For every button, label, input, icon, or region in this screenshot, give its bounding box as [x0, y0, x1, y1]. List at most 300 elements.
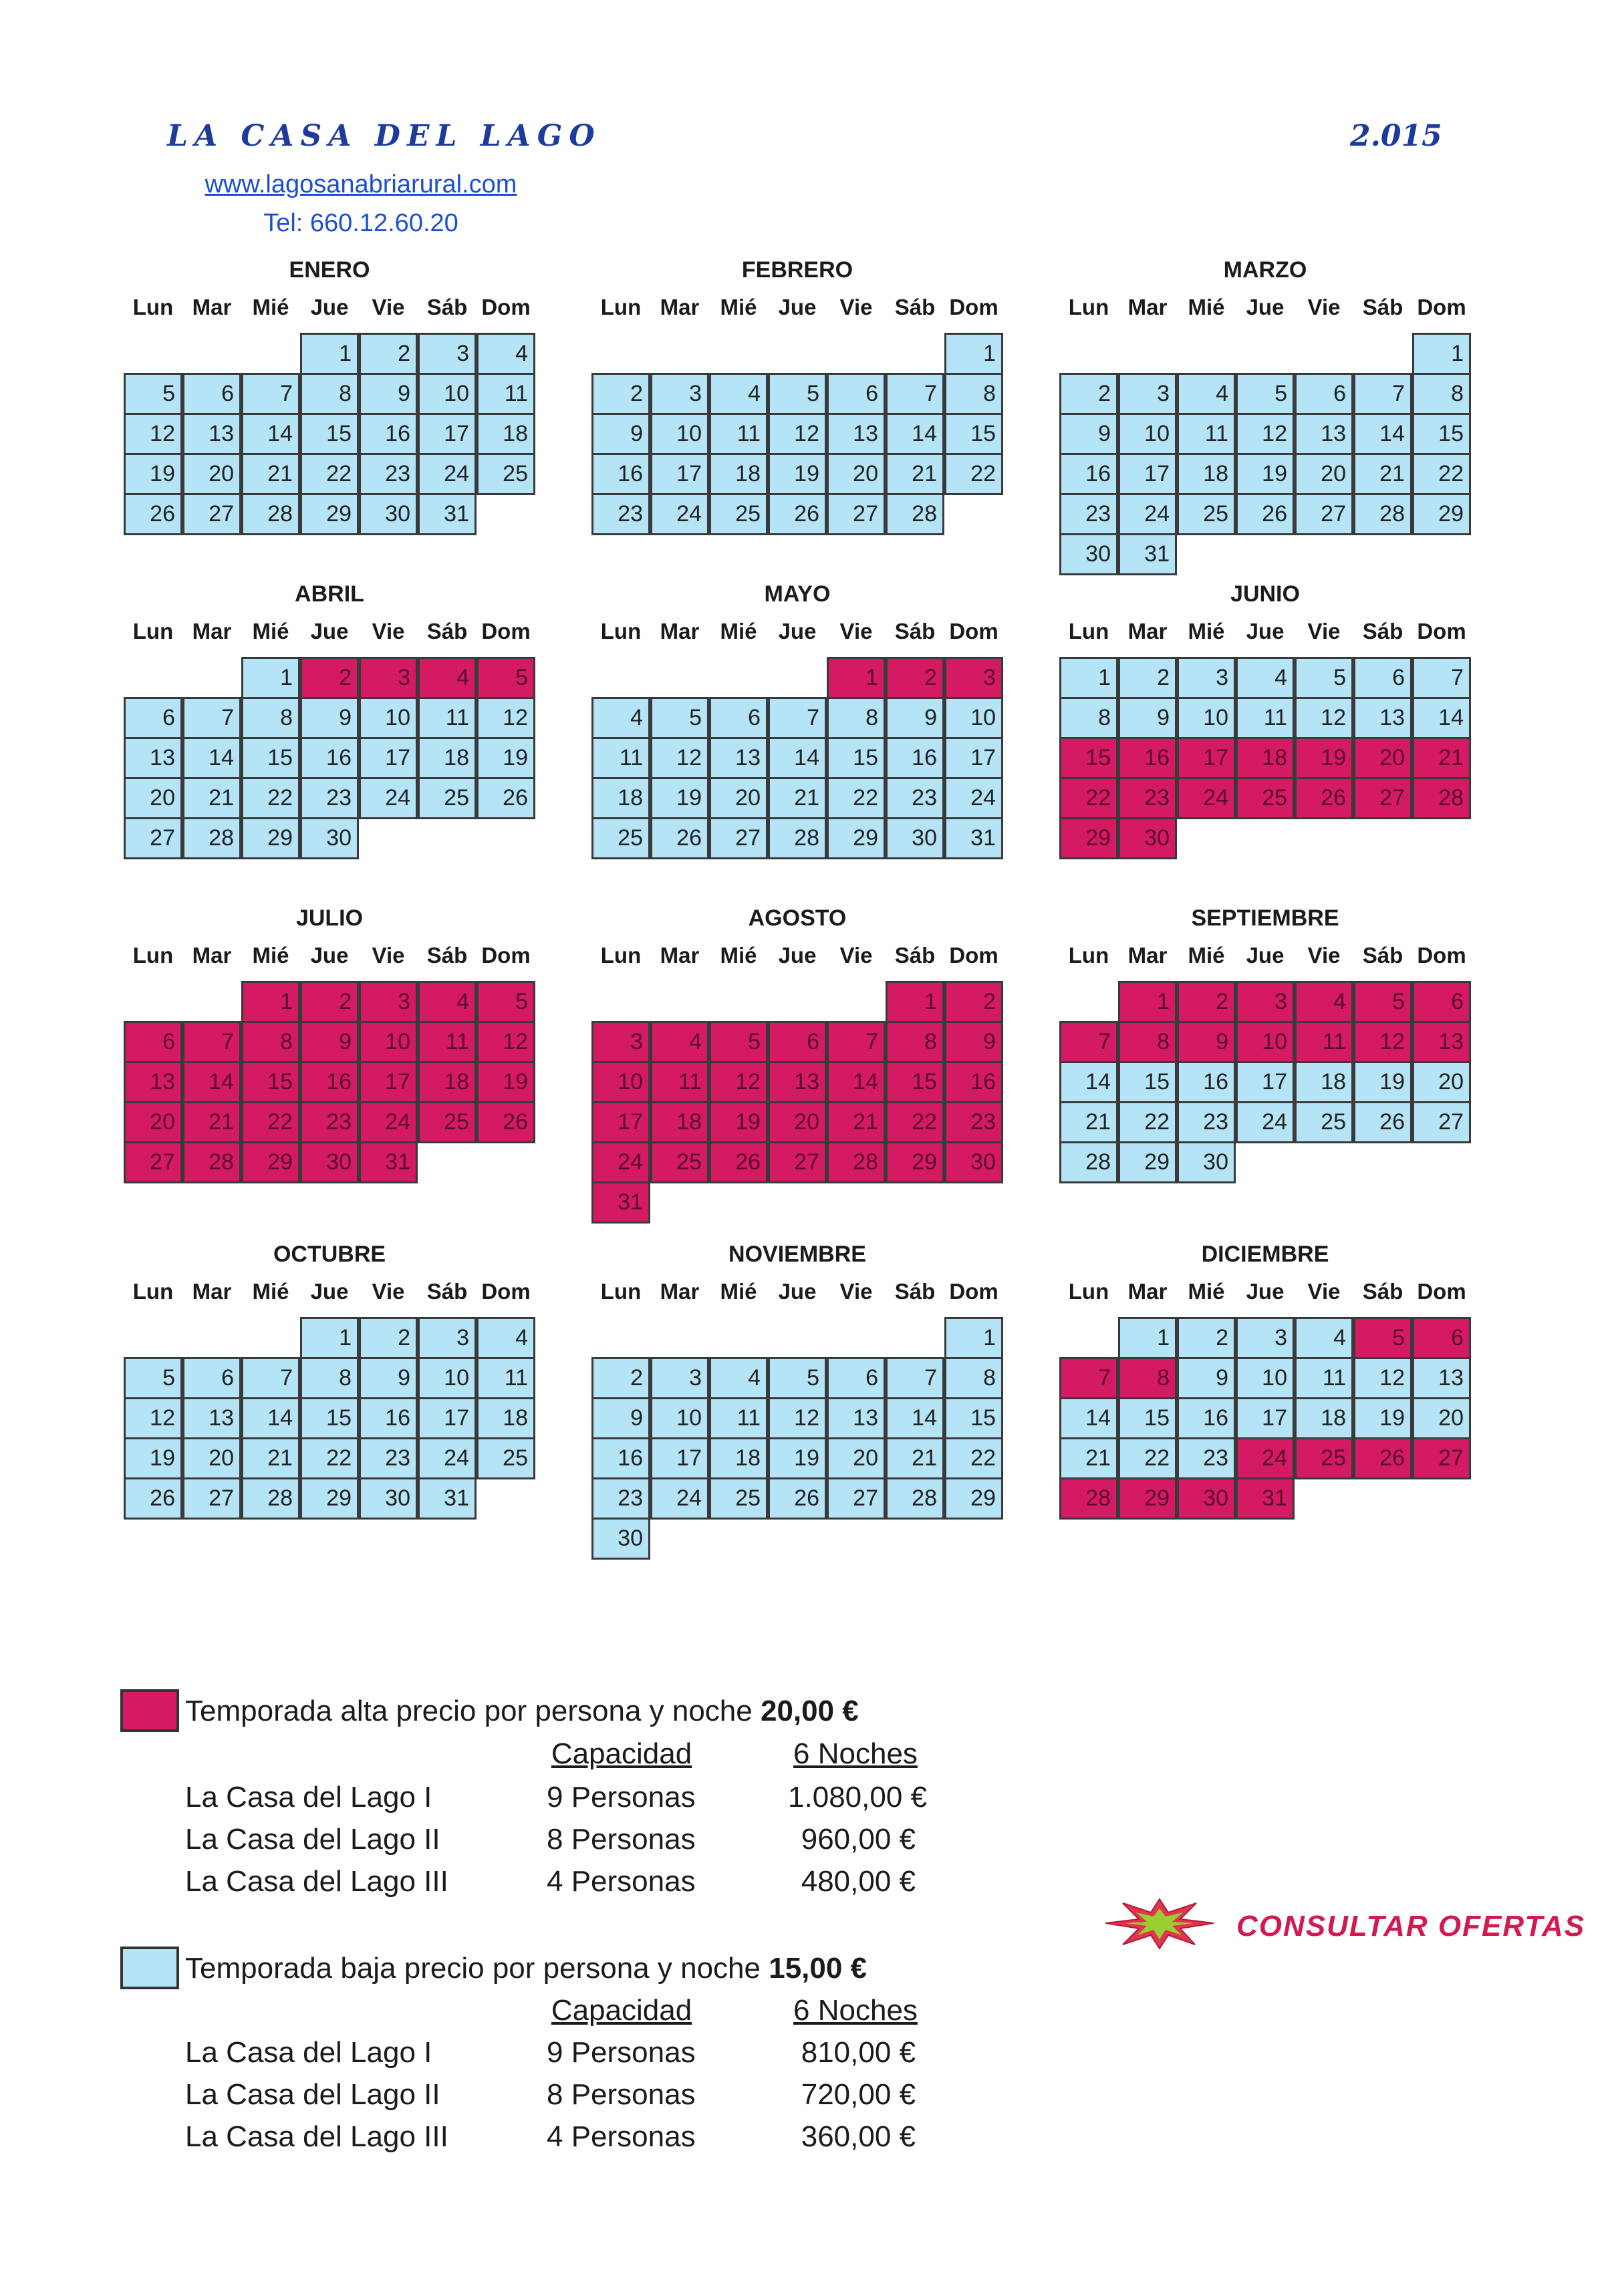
low-season-price: 15,00 € [769, 1952, 867, 1985]
day-cell-low-season: 21 [886, 453, 944, 495]
day-cell-high-season: 3 [359, 981, 418, 1023]
day-cell-low-season: 29 [1412, 493, 1471, 535]
day-cell-low-season: 28 [768, 817, 827, 859]
month-name: ABRIL [295, 581, 364, 607]
day-cell-low-season: 29 [300, 493, 359, 535]
day-cell-low-season: 12 [768, 413, 827, 455]
weekday-header: Lun [132, 943, 174, 968]
day-cell-low-season: 4 [591, 697, 650, 739]
day-cell-low-season: 26 [124, 1477, 182, 1520]
day-cell-low-season: 7 [886, 1357, 944, 1399]
weekday-header: Dom [1417, 619, 1466, 643]
day-cell-low-season: 9 [591, 413, 650, 455]
day-cell-low-season: 23 [1177, 1437, 1236, 1479]
day-cell-high-season: 6 [124, 1021, 182, 1063]
day-cell-low-season: 23 [591, 1477, 650, 1520]
day-cell-low-season: 20 [1412, 1397, 1471, 1439]
day-cell-low-season: 14 [241, 413, 300, 455]
day-cell-high-season: 5 [477, 657, 535, 699]
day-cell-high-season: 4 [418, 657, 477, 699]
day-cell-high-season: 7 [182, 1021, 241, 1063]
day-cell-low-season: 12 [1353, 1357, 1412, 1399]
day-cell-low-season: 15 [300, 413, 359, 455]
day-cell-low-season: 11 [418, 697, 477, 739]
day-cell-low-season: 8 [300, 1357, 359, 1399]
weekday-header: Vie [1307, 619, 1341, 643]
day-cell-low-season: 6 [182, 1357, 241, 1399]
day-cell-low-season: 28 [886, 493, 944, 535]
weekday-header: Sáb [1362, 295, 1403, 319]
day-cell-high-season: 25 [1295, 1437, 1353, 1479]
day-cell-low-season: 16 [591, 1437, 650, 1479]
day-cell-high-season: 30 [300, 1141, 359, 1183]
day-cell-high-season: 30 [1118, 817, 1177, 859]
day-cell-low-season: 3 [418, 333, 477, 375]
day-cell-low-season: 12 [768, 1397, 827, 1439]
day-cell-low-season: 10 [1118, 413, 1177, 455]
day-cell-low-season: 9 [886, 697, 944, 739]
high-season-heading [185, 1695, 859, 1728]
phone-number: Tel: 660.12.60.20 [263, 209, 458, 237]
day-cell-low-season: 22 [827, 777, 886, 819]
day-cell-low-season: 24 [359, 777, 418, 819]
starburst-icon [1103, 1896, 1216, 1950]
day-cell-low-season: 13 [182, 413, 241, 455]
day-cell-low-season: 16 [1059, 453, 1118, 495]
day-cell-low-season: 12 [650, 737, 709, 779]
day-cell-low-season: 4 [709, 1357, 768, 1399]
day-cell-high-season: 11 [650, 1061, 709, 1103]
day-cell-low-season: 29 [1118, 1141, 1177, 1183]
day-cell-high-season: 29 [1118, 1477, 1177, 1520]
month-name: FEBRERO [741, 257, 853, 283]
day-cell-low-season: 22 [944, 1437, 1003, 1479]
day-cell-low-season: 5 [1236, 373, 1295, 415]
day-cell-low-season: 17 [650, 453, 709, 495]
day-cell-low-season: 8 [300, 373, 359, 415]
day-cell-high-season: 7 [1059, 1021, 1118, 1063]
day-cell-low-season: 22 [1118, 1437, 1177, 1479]
weekday-header: Dom [949, 619, 998, 643]
day-cell-low-season: 20 [827, 1437, 886, 1479]
day-cell-high-season: 1 [1118, 981, 1177, 1023]
weekday-header: Dom [1417, 943, 1466, 968]
day-cell-low-season: 19 [1236, 453, 1295, 495]
day-cell-high-season: 31 [591, 1181, 650, 1224]
day-cell-low-season: 7 [1412, 657, 1471, 699]
high-row-price: 1.080,00 € [788, 1781, 927, 1814]
weekday-header: Lun [600, 619, 642, 643]
weekday-header: Dom [481, 1279, 531, 1304]
weekday-header: Lun [1068, 295, 1109, 319]
day-cell-high-season: 9 [944, 1021, 1003, 1063]
weekday-header: Mar [660, 619, 700, 643]
day-cell-low-season: 7 [182, 697, 241, 739]
day-cell-high-season: 28 [182, 1141, 241, 1183]
day-cell-high-season: 4 [650, 1021, 709, 1063]
weekday-header: Mar [660, 943, 700, 968]
day-cell-low-season: 9 [1177, 1357, 1236, 1399]
day-cell-high-season: 31 [1236, 1477, 1295, 1520]
day-cell-low-season: 31 [944, 817, 1003, 859]
day-cell-high-season: 13 [1412, 1021, 1471, 1063]
weekday-header: Mié [720, 943, 757, 968]
weekday-header: Jue [310, 1279, 349, 1304]
day-cell-low-season: 7 [886, 373, 944, 415]
weekday-header: Mar [1127, 295, 1168, 319]
day-cell-low-season: 17 [650, 1437, 709, 1479]
day-cell-low-season: 13 [1353, 697, 1412, 739]
day-cell-high-season: 29 [241, 1141, 300, 1183]
day-cell-low-season: 10 [359, 697, 418, 739]
day-cell-low-season: 13 [709, 737, 768, 779]
day-cell-high-season: 8 [886, 1021, 944, 1063]
consult-offers-label[interactable]: CONSULTAR OFERTAS [1236, 1910, 1586, 1943]
day-cell-low-season: 10 [944, 697, 1003, 739]
day-cell-high-season: 16 [944, 1061, 1003, 1103]
day-cell-low-season: 27 [182, 1477, 241, 1520]
day-cell-low-season: 19 [1353, 1061, 1412, 1103]
day-cell-low-season: 26 [477, 777, 535, 819]
day-cell-low-season: 17 [1236, 1397, 1295, 1439]
day-cell-low-season: 20 [709, 777, 768, 819]
day-cell-low-season: 26 [124, 493, 182, 535]
low-row-price: 810,00 € [801, 2036, 916, 2069]
day-cell-low-season: 17 [944, 737, 1003, 779]
day-cell-high-season: 12 [709, 1061, 768, 1103]
day-cell-low-season: 19 [768, 1437, 827, 1479]
weekday-header: Vie [372, 619, 405, 643]
day-cell-low-season: 3 [418, 1317, 477, 1359]
day-cell-low-season: 21 [241, 1437, 300, 1479]
day-cell-high-season: 21 [182, 1101, 241, 1143]
day-cell-low-season: 4 [1295, 1317, 1353, 1359]
weekday-header: Mié [252, 1279, 289, 1304]
month-name: AGOSTO [748, 905, 847, 931]
day-cell-low-season: 14 [182, 737, 241, 779]
day-cell-high-season: 26 [709, 1141, 768, 1183]
weekday-header: Sáb [1362, 619, 1403, 643]
day-cell-low-season: 23 [886, 777, 944, 819]
weekday-header: Jue [1246, 619, 1285, 643]
day-cell-low-season: 22 [300, 1437, 359, 1479]
day-cell-low-season: 21 [768, 777, 827, 819]
weekday-header: Vie [839, 1279, 873, 1304]
day-cell-high-season: 29 [1059, 817, 1118, 859]
day-cell-low-season: 10 [418, 373, 477, 415]
weekday-header: Vie [372, 295, 405, 319]
day-cell-high-season: 19 [1295, 737, 1353, 779]
weekday-header: Lun [1068, 1279, 1109, 1304]
website-link[interactable]: www.lagosanabriarural.com [205, 170, 517, 198]
day-cell-low-season: 15 [1412, 413, 1471, 455]
day-cell-high-season: 4 [1295, 981, 1353, 1023]
day-cell-low-season: 11 [1295, 1357, 1353, 1399]
day-cell-low-season: 8 [241, 697, 300, 739]
day-cell-low-season: 15 [827, 737, 886, 779]
day-cell-low-season: 9 [591, 1397, 650, 1439]
day-cell-low-season: 6 [827, 373, 886, 415]
day-cell-low-season: 11 [1177, 413, 1236, 455]
day-cell-low-season: 14 [241, 1397, 300, 1439]
day-cell-low-season: 10 [1236, 1357, 1295, 1399]
day-cell-low-season: 18 [477, 1397, 535, 1439]
day-cell-high-season: 14 [182, 1061, 241, 1103]
weekday-header: Lun [600, 1279, 642, 1304]
day-cell-low-season: 1 [944, 1317, 1003, 1359]
day-cell-high-season: 22 [886, 1101, 944, 1143]
day-cell-low-season: 20 [182, 1437, 241, 1479]
low-season-heading [185, 1952, 867, 1985]
weekday-header: Vie [839, 943, 873, 968]
day-cell-low-season: 31 [418, 1477, 477, 1520]
month-name: OCTUBRE [273, 1242, 386, 1267]
weekday-header: Sáb [1362, 1279, 1403, 1304]
day-cell-high-season: 19 [709, 1101, 768, 1143]
day-cell-high-season: 4 [418, 981, 477, 1023]
day-cell-high-season: 8 [1118, 1357, 1177, 1399]
day-cell-low-season: 3 [650, 373, 709, 415]
weekday-header: Vie [1307, 943, 1341, 968]
day-cell-high-season: 10 [1236, 1021, 1295, 1063]
day-cell-high-season: 28 [827, 1141, 886, 1183]
high-season-price: 20,00 € [760, 1695, 859, 1727]
day-cell-high-season: 26 [1295, 777, 1353, 819]
weekday-header: Mar [660, 295, 700, 319]
day-cell-high-season: 17 [1177, 737, 1236, 779]
day-cell-high-season: 31 [359, 1141, 418, 1183]
day-cell-low-season: 16 [359, 1397, 418, 1439]
day-cell-low-season: 6 [1295, 373, 1353, 415]
day-cell-low-season: 5 [124, 1357, 182, 1399]
day-cell-high-season: 11 [418, 1021, 477, 1063]
day-cell-low-season: 27 [1412, 1101, 1471, 1143]
day-cell-low-season: 11 [709, 413, 768, 455]
weekday-header: Jue [1246, 1279, 1285, 1304]
day-cell-high-season: 28 [1412, 777, 1471, 819]
day-cell-high-season: 5 [1353, 981, 1412, 1023]
day-cell-low-season: 28 [241, 1477, 300, 1520]
day-cell-low-season: 5 [768, 1357, 827, 1399]
day-cell-low-season: 14 [886, 1397, 944, 1439]
day-cell-low-season: 25 [709, 1477, 768, 1520]
day-cell-high-season: 19 [477, 1061, 535, 1103]
weekday-header: Lun [600, 943, 642, 968]
day-cell-high-season: 13 [768, 1061, 827, 1103]
day-cell-low-season: 13 [827, 413, 886, 455]
low-row-capacity: 9 Personas [547, 2036, 696, 2069]
high-row-name: La Casa del Lago III [185, 1865, 448, 1898]
day-cell-high-season: 1 [886, 981, 944, 1023]
day-cell-high-season: 2 [944, 981, 1003, 1023]
day-cell-high-season: 20 [768, 1101, 827, 1143]
weekday-header: Mié [1188, 943, 1225, 968]
weekday-header: Vie [372, 943, 405, 968]
day-cell-low-season: 24 [1236, 1101, 1295, 1143]
weekday-header: Mié [252, 295, 289, 319]
day-cell-low-season: 25 [477, 453, 535, 495]
day-cell-low-season: 20 [827, 453, 886, 495]
day-cell-high-season: 18 [1236, 737, 1295, 779]
month-name: SEPTIEMBRE [1191, 905, 1339, 931]
weekday-header: Sáb [426, 619, 468, 643]
day-cell-low-season: 14 [1059, 1397, 1118, 1439]
day-cell-low-season: 1 [241, 657, 300, 699]
low-row-capacity: 8 Personas [547, 2078, 696, 2111]
weekday-header: Sáb [894, 619, 936, 643]
day-cell-low-season: 3 [650, 1357, 709, 1399]
day-cell-high-season: 3 [591, 1021, 650, 1063]
day-cell-high-season: 12 [1353, 1021, 1412, 1063]
day-cell-low-season: 11 [591, 737, 650, 779]
low-row-price: 720,00 € [801, 2078, 916, 2111]
day-cell-high-season: 27 [124, 1141, 182, 1183]
weekday-header: Dom [949, 295, 998, 319]
low-season-label: Temporada baja precio por persona y noche [185, 1952, 769, 1985]
day-cell-low-season: 8 [1412, 373, 1471, 415]
weekday-header: Mié [720, 619, 757, 643]
day-cell-high-season: 14 [827, 1061, 886, 1103]
day-cell-low-season: 7 [241, 373, 300, 415]
day-cell-low-season: 28 [1059, 1141, 1118, 1183]
day-cell-low-season: 7 [768, 697, 827, 739]
weekday-header: Jue [1246, 943, 1285, 968]
day-cell-high-season: 18 [650, 1101, 709, 1143]
day-cell-low-season: 15 [1118, 1061, 1177, 1103]
day-cell-low-season: 1 [300, 1317, 359, 1359]
day-cell-low-season: 17 [418, 413, 477, 455]
day-cell-low-season: 17 [1236, 1061, 1295, 1103]
day-cell-low-season: 9 [1118, 697, 1177, 739]
day-cell-low-season: 18 [1295, 1061, 1353, 1103]
weekday-header: Mié [1188, 295, 1225, 319]
high-row-capacity: 8 Personas [547, 1823, 696, 1856]
day-cell-low-season: 29 [241, 817, 300, 859]
day-cell-low-season: 25 [477, 1437, 535, 1479]
weekday-header: Lun [1068, 943, 1109, 968]
day-cell-low-season: 16 [591, 453, 650, 495]
day-cell-high-season: 1 [827, 657, 886, 699]
day-cell-low-season: 27 [827, 1477, 886, 1520]
day-cell-low-season: 4 [477, 1317, 535, 1359]
day-cell-high-season: 24 [1236, 1437, 1295, 1479]
day-cell-low-season: 30 [359, 493, 418, 535]
day-cell-low-season: 28 [182, 817, 241, 859]
day-cell-low-season: 3 [1118, 373, 1177, 415]
day-cell-high-season: 21 [827, 1101, 886, 1143]
weekday-header: Lun [600, 295, 642, 319]
day-cell-low-season: 5 [1295, 657, 1353, 699]
day-cell-low-season: 30 [300, 817, 359, 859]
day-cell-high-season: 29 [886, 1141, 944, 1183]
day-cell-low-season: 20 [124, 777, 182, 819]
day-cell-low-season: 30 [1059, 533, 1118, 575]
day-cell-high-season: 20 [1353, 737, 1412, 779]
day-cell-low-season: 23 [359, 453, 418, 495]
weekday-header: Dom [481, 619, 531, 643]
day-cell-low-season: 2 [1059, 373, 1118, 415]
day-cell-low-season: 27 [182, 493, 241, 535]
day-cell-low-season: 16 [886, 737, 944, 779]
day-cell-low-season: 27 [827, 493, 886, 535]
day-cell-high-season: 15 [241, 1061, 300, 1103]
day-cell-low-season: 9 [1059, 413, 1118, 455]
day-cell-high-season: 12 [477, 1021, 535, 1063]
day-cell-high-season: 27 [1353, 777, 1412, 819]
day-cell-low-season: 10 [650, 413, 709, 455]
day-cell-low-season: 16 [1177, 1397, 1236, 1439]
day-cell-low-season: 2 [359, 1317, 418, 1359]
day-cell-high-season: 2 [886, 657, 944, 699]
day-cell-low-season: 2 [591, 1357, 650, 1399]
weekday-header: Jue [310, 943, 349, 968]
day-cell-low-season: 24 [418, 1437, 477, 1479]
weekday-header: Mar [192, 295, 232, 319]
weekday-header: Lun [132, 295, 174, 319]
day-cell-low-season: 4 [477, 333, 535, 375]
day-cell-low-season: 11 [1236, 697, 1295, 739]
day-cell-low-season: 10 [1177, 697, 1236, 739]
day-cell-high-season: 24 [1177, 777, 1236, 819]
day-cell-high-season: 17 [359, 1061, 418, 1103]
day-cell-high-season: 23 [300, 1101, 359, 1143]
day-cell-low-season: 17 [1118, 453, 1177, 495]
weekday-header: Mar [660, 1279, 700, 1304]
day-cell-high-season: 21 [1412, 737, 1471, 779]
weekday-header: Jue [778, 295, 817, 319]
weekday-header: Jue [1246, 295, 1285, 319]
day-cell-low-season: 15 [241, 737, 300, 779]
day-cell-high-season: 7 [827, 1021, 886, 1063]
day-cell-low-season: 20 [182, 453, 241, 495]
day-cell-high-season: 3 [1236, 981, 1295, 1023]
day-cell-low-season: 25 [591, 817, 650, 859]
weekday-header: Lun [132, 619, 174, 643]
day-cell-low-season: 30 [359, 1477, 418, 1520]
day-cell-high-season: 8 [241, 1021, 300, 1063]
day-cell-low-season: 29 [827, 817, 886, 859]
day-cell-high-season: 26 [1353, 1437, 1412, 1479]
day-cell-low-season: 9 [359, 1357, 418, 1399]
day-cell-high-season: 18 [418, 1061, 477, 1103]
day-cell-low-season: 15 [944, 1397, 1003, 1439]
day-cell-high-season: 7 [1059, 1357, 1118, 1399]
site-title: LA CASA DEL LAGO [167, 119, 601, 153]
day-cell-high-season: 6 [1412, 981, 1471, 1023]
day-cell-low-season: 27 [1295, 493, 1353, 535]
day-cell-low-season: 5 [124, 373, 182, 415]
day-cell-high-season: 17 [591, 1101, 650, 1143]
day-cell-high-season: 11 [1295, 1021, 1353, 1063]
day-cell-low-season: 26 [1353, 1101, 1412, 1143]
day-cell-low-season: 18 [1295, 1397, 1353, 1439]
day-cell-low-season: 16 [1177, 1061, 1236, 1103]
month-name: MARZO [1223, 257, 1307, 283]
day-cell-low-season: 14 [1412, 697, 1471, 739]
day-cell-low-season: 14 [768, 737, 827, 779]
high-capacity-header: Capacidad [551, 1737, 692, 1770]
day-cell-low-season: 8 [827, 697, 886, 739]
day-cell-low-season: 19 [650, 777, 709, 819]
day-cell-high-season: 16 [1118, 737, 1177, 779]
day-cell-low-season: 18 [477, 413, 535, 455]
day-cell-low-season: 30 [1177, 1141, 1236, 1183]
day-cell-high-season: 27 [1412, 1437, 1471, 1479]
weekday-header: Mar [192, 619, 232, 643]
day-cell-low-season: 22 [300, 453, 359, 495]
high-nights-header: 6 Noches [793, 1737, 918, 1770]
day-cell-low-season: 4 [709, 373, 768, 415]
